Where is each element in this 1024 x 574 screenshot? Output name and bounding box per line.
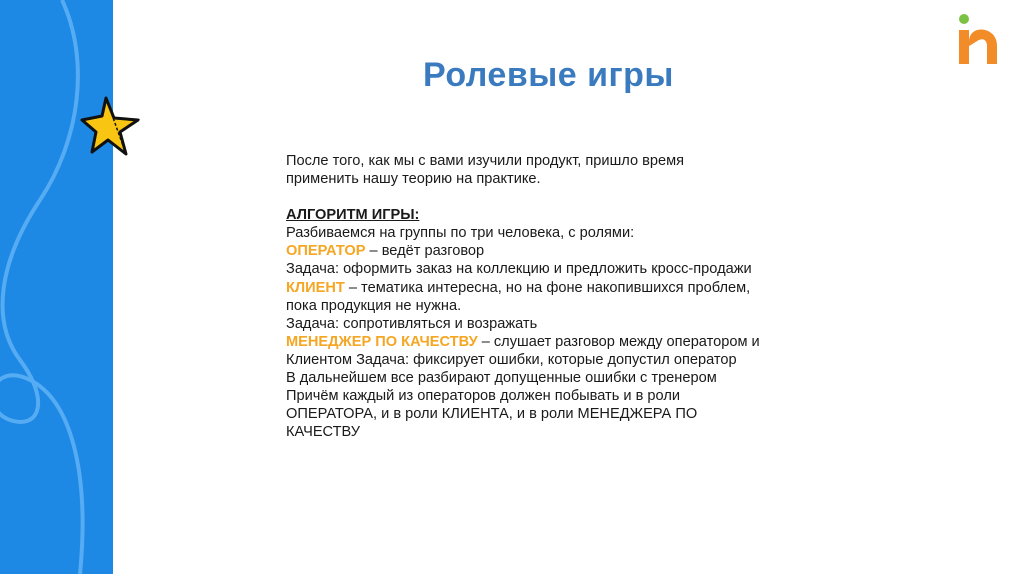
client-desc-2: пока продукция не нужна. [286, 297, 462, 314]
client-desc: – тематика интересна, но на фоне накопившихся проблем, [344, 279, 751, 296]
manager-desc-2: Клиентом Задача: фиксирует ошибки, которые допустил оператор [286, 351, 737, 368]
client-line [286, 279, 846, 297]
star-icon [80, 94, 148, 162]
intro-line-1: После того, как мы с вами изучили продукт, пришло время [286, 153, 685, 169]
operator-desc: – ведёт разговор [365, 243, 485, 260]
operator-task: Задача: оформить заказ на коллекцию и предложить кросс-продажи [286, 261, 752, 278]
operator-line [286, 242, 846, 260]
groups-line: Разбиваемся на группы по три человека, с ролями: [286, 225, 635, 242]
client-task: Задача: сопротивляться и возражать [286, 315, 538, 332]
client-role: КЛИЕНТ [286, 279, 345, 296]
intro-line-2: применить нашу теорию на практике. [286, 171, 541, 188]
page-title: Ролевые игры [423, 56, 674, 94]
closing-line-2: Причём каждый из операторов должен побывать и в роли [286, 388, 680, 405]
operator-role: ОПЕРАТОР [286, 243, 366, 260]
closing-line-1: В дальнейшем все разбирают допущенные ошибки с тренером [286, 370, 717, 387]
slide-body [286, 152, 846, 441]
manager-line [286, 333, 846, 351]
manager-role: МЕНЕДЖЕР ПО КАЧЕСТВУ [286, 333, 478, 350]
algorithm-heading: АЛГОРИТМ ИГРЫ: [286, 207, 420, 224]
spacer [286, 188, 846, 206]
manager-desc: – слушает разговор между оператором и [477, 333, 760, 350]
closing-line-4: КАЧЕСТВУ [286, 424, 361, 441]
closing-line-3: ОПЕРАТОРА, и в роли КЛИЕНТА, и в роли МЕНЕДЖЕРА ПО [286, 406, 698, 423]
